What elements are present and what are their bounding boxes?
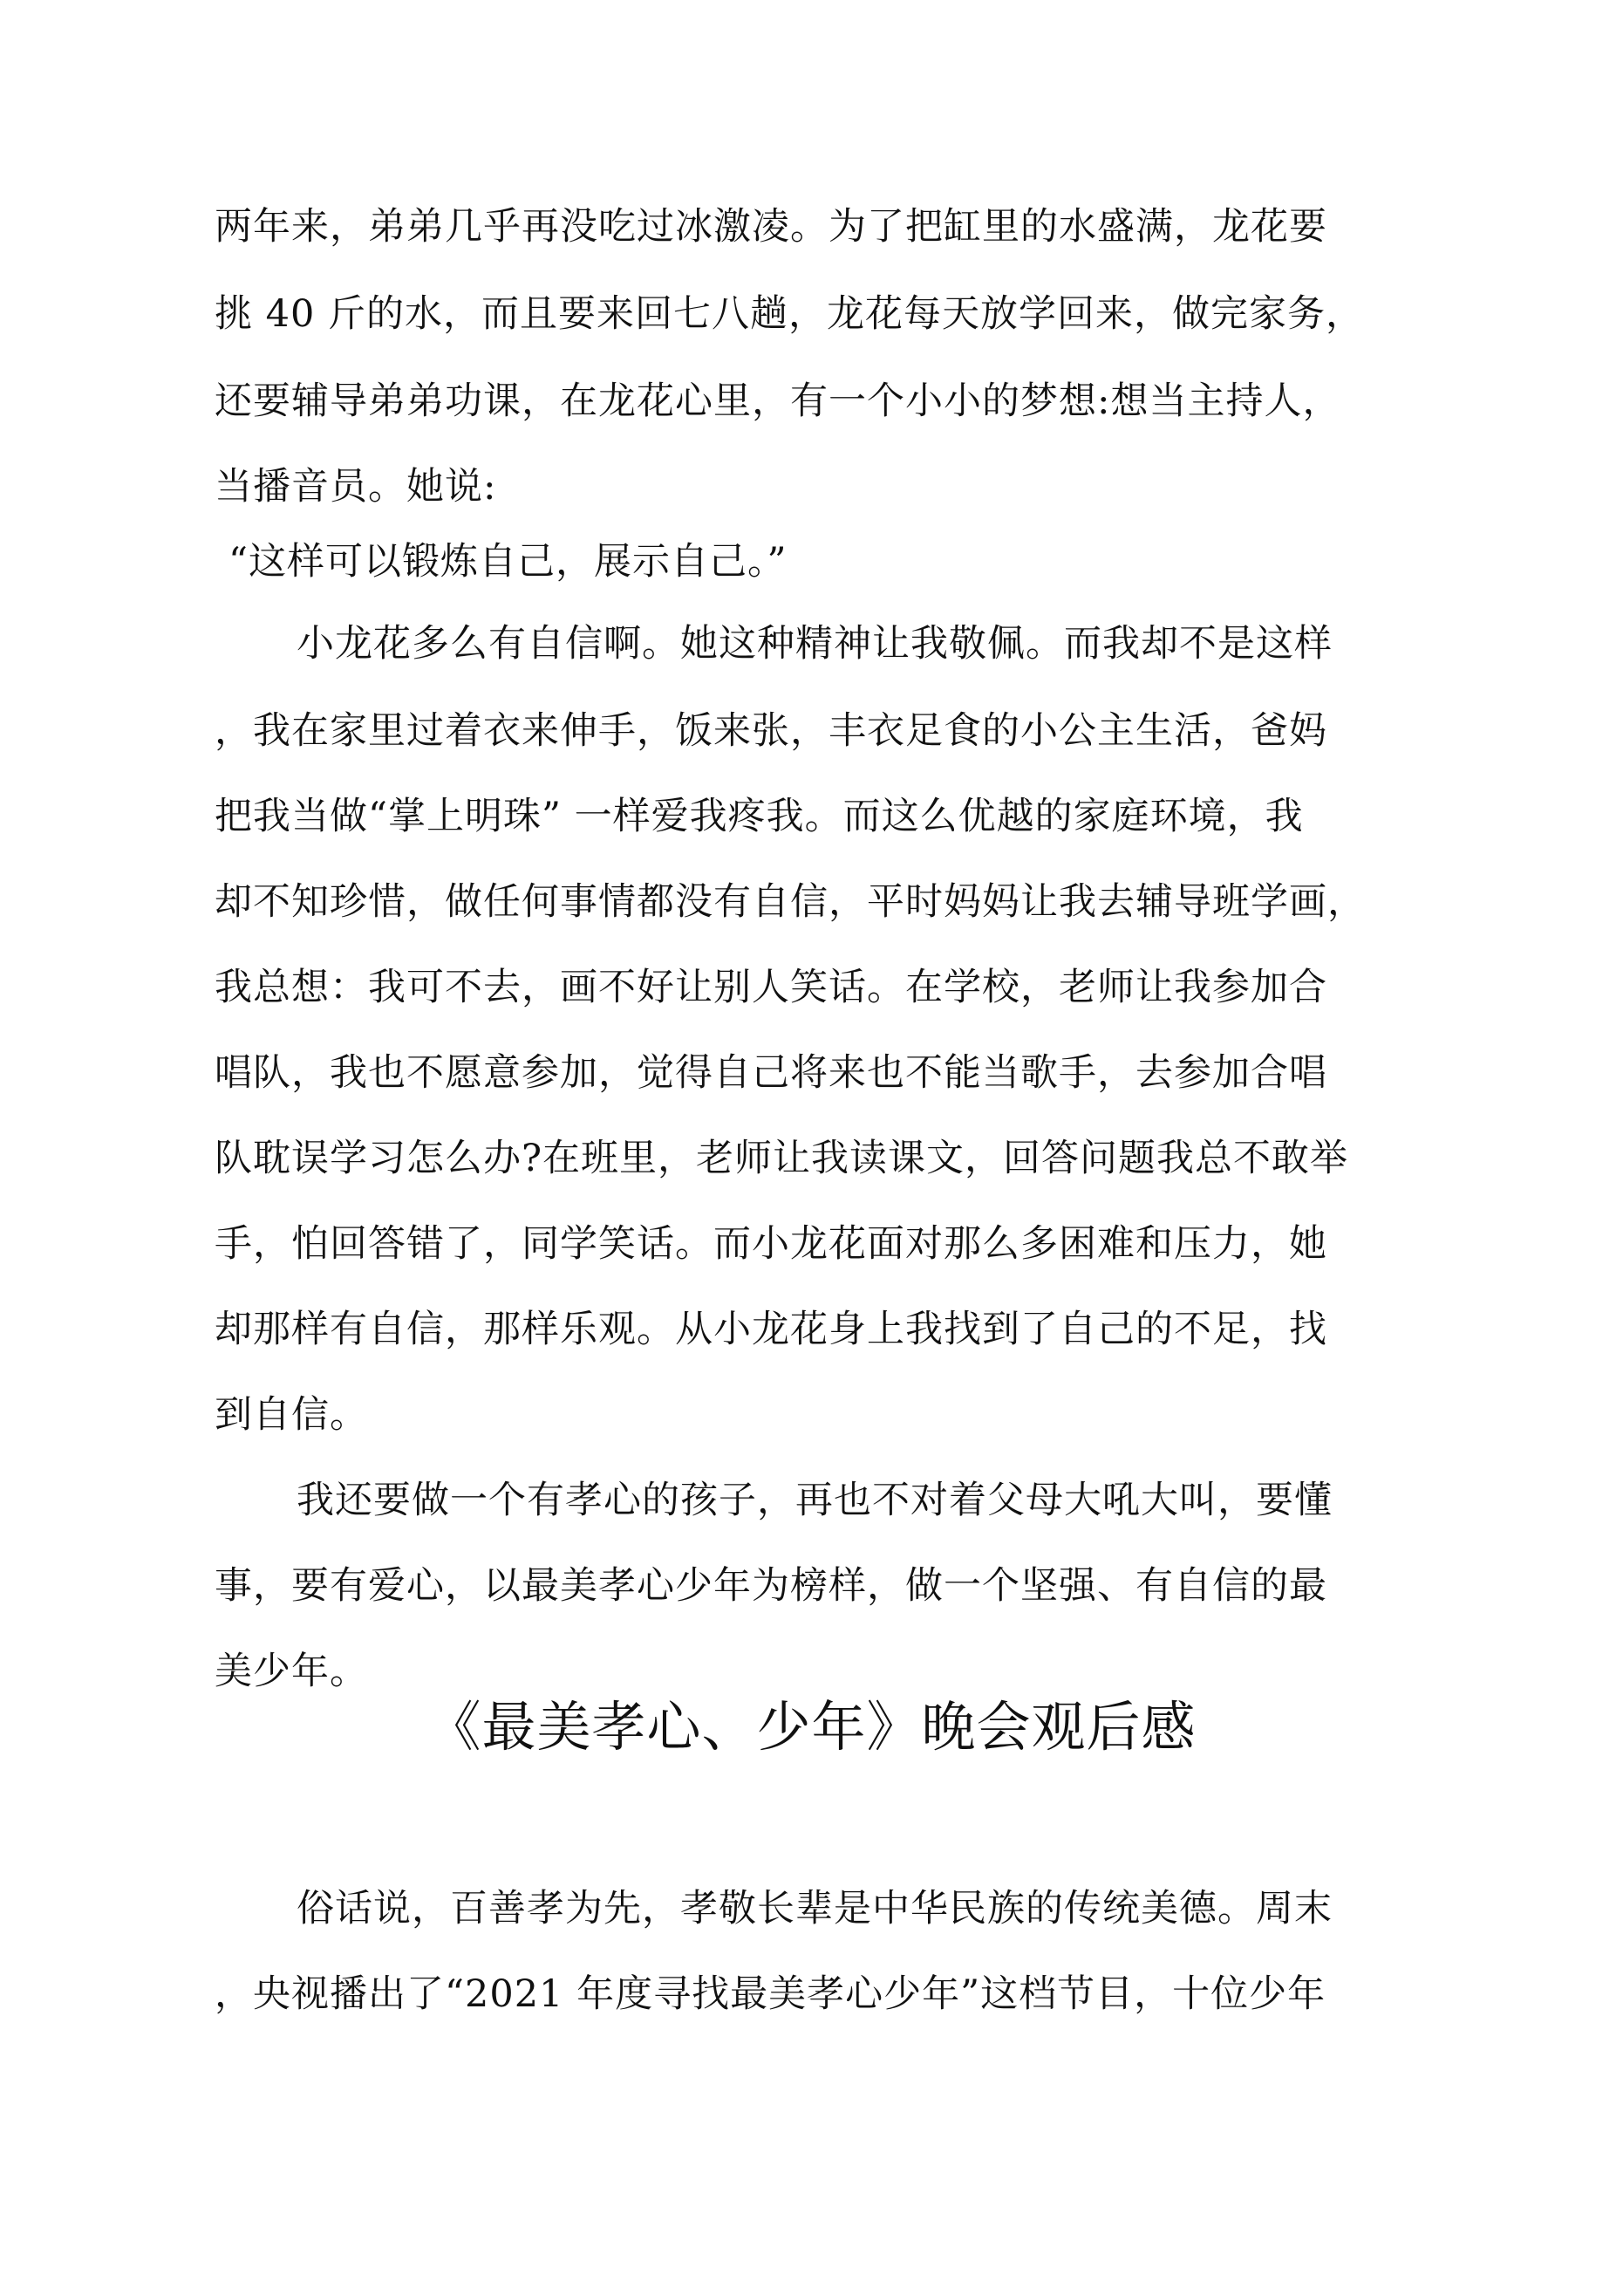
- text-line: 唱队，我也不愿意参加，觉得自己将来也不能当歌手，去参加合唱: [215, 1051, 1327, 1095]
- text-line: 到自信。: [215, 1393, 368, 1437]
- text-line: 手，怕回答错了，同学笑话。而小龙花面对那么多困难和压力，她: [215, 1222, 1327, 1266]
- paragraph-first-line: 小龙花多么有自信啊。她这种精神让我敬佩。而我却不是这样: [297, 622, 1333, 666]
- text-line: 却那样有自信，那样乐观。从小龙花身上我找到了自己的不足，找: [215, 1308, 1327, 1351]
- text-line: 我总想：我可不去，画不好让别人笑话。在学校，老师让我参加合: [215, 966, 1327, 1009]
- text-line: 队耽误学习怎么办?在班里，老师让我读课文，回答问题我总不敢举: [215, 1137, 1349, 1180]
- text-line: 事，要有爱心，以最美孝心少年为榜样，做一个坚强、有自信的最: [215, 1564, 1327, 1608]
- quote-line: “这样可以锻炼自己，展示自己。”: [228, 540, 788, 584]
- paragraph-first-line: 我还要做一个有孝心的孩子，再也不对着父母大吼大叫，要懂: [297, 1479, 1333, 1522]
- text-line: ，我在家里过着衣来伸手，饭来张，丰衣足食的小公主生活，爸妈: [215, 709, 1327, 753]
- text-line: 当播音员。她说:: [215, 465, 497, 509]
- text-line: 把我当做“掌上明珠” 一样爱我疼我。而这么优越的家庭环境，我: [215, 795, 1304, 838]
- text-line: ，央视播出了“2021 年度寻找最美孝心少年”这档节目，十位少年: [215, 1972, 1326, 2016]
- text-line: 美少年。: [215, 1650, 368, 1693]
- article-title: 《最美孝心、少年》晚会观后感: [426, 1695, 1197, 1759]
- text-line: 还要辅导弟弟功课，在龙花心里，有一个小小的梦想:想当主持人，: [215, 379, 1341, 423]
- text-line: 挑 40 斤的水，而且要来回七八趟，龙花每天放学回来，做完家务，: [215, 292, 1365, 336]
- text-line: 两年来，弟弟几乎再没吃过冰激凌。为了把缸里的水盛满，龙花要: [215, 205, 1327, 249]
- paragraph-first-line: 俗话说，百善孝为先，孝敬长辈是中华民族的传统美德。周末: [297, 1887, 1333, 1930]
- text-line: 却不知珍惜，做任何事情都没有自信，平时妈妈让我去辅导班学画，: [215, 880, 1366, 924]
